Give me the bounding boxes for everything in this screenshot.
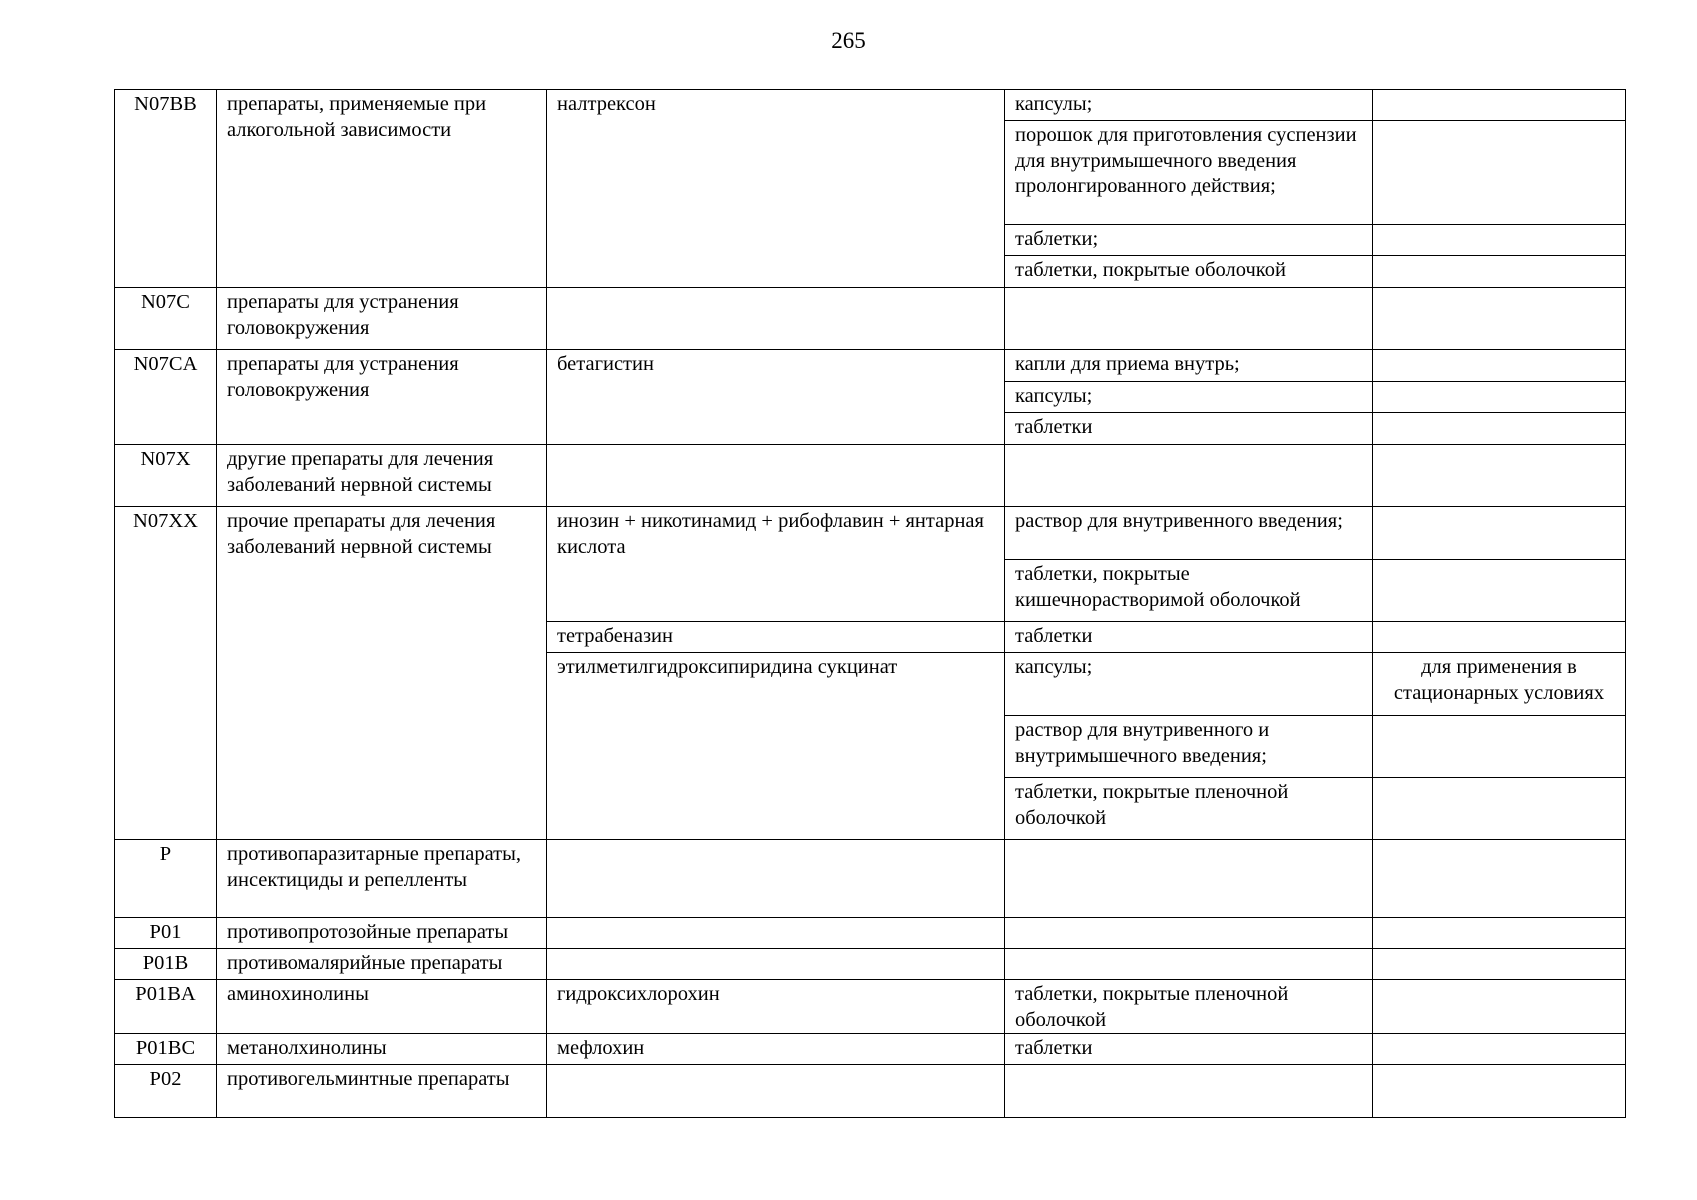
atc-code: P01BC: [115, 1034, 217, 1065]
substance-name: инозин + никотинамид + рибофлавин + янтарная кислота: [547, 507, 1005, 622]
note-cell: [1373, 507, 1626, 560]
group-name: противопаразитарные препараты, инсектициды и репелленты: [217, 840, 547, 918]
dosage-form: [1005, 949, 1373, 980]
substance-name: [547, 1065, 1005, 1118]
group-name: препараты для устранения головокружения: [217, 288, 547, 350]
substance-name: тетрабеназин: [547, 622, 1005, 653]
atc-code: P01: [115, 918, 217, 949]
group-name: другие препараты для лечения заболеваний нервной системы: [217, 445, 547, 507]
dosage-form: таблетки, покрытые оболочкой: [1005, 256, 1373, 288]
note-cell: [1373, 413, 1626, 445]
dosage-form: таблетки: [1005, 413, 1373, 445]
note-cell: [1373, 1065, 1626, 1118]
atc-code: N07X: [115, 445, 217, 507]
dosage-form: капсулы;: [1005, 382, 1373, 413]
note-cell: для применения в стационарных условиях: [1373, 653, 1626, 716]
table-row: [115, 840, 1626, 918]
substance-name: мефлохин: [547, 1034, 1005, 1065]
dosage-form: таблетки;: [1005, 225, 1373, 256]
dosage-form: таблетки, покрытые кишечнорастворимой оболочкой: [1005, 560, 1373, 622]
table-row: [115, 980, 1626, 1034]
table-row: [115, 1034, 1626, 1065]
substance-name: [547, 918, 1005, 949]
atc-code: P: [115, 840, 217, 918]
note-cell: [1373, 840, 1626, 918]
table-row: [115, 288, 1626, 350]
note-cell: [1373, 918, 1626, 949]
note-cell: [1373, 445, 1626, 507]
note-cell: [1373, 560, 1626, 622]
substance-name: [547, 949, 1005, 980]
dosage-form: таблетки, покрытые пленочной оболочкой: [1005, 778, 1373, 840]
note-cell: [1373, 778, 1626, 840]
substance-name: [547, 840, 1005, 918]
atc-code: P01B: [115, 949, 217, 980]
page-number: 265: [831, 28, 866, 53]
dosage-form: [1005, 1065, 1373, 1118]
dosage-form: [1005, 840, 1373, 918]
drug-table: [114, 89, 1626, 1118]
note-cell: [1373, 716, 1626, 778]
note-cell: [1373, 288, 1626, 350]
note-cell: [1373, 622, 1626, 653]
dosage-form: таблетки, покрытые пленочной оболочкой: [1005, 980, 1373, 1034]
group-name: аминохинолины: [217, 980, 547, 1034]
table-row: [115, 949, 1626, 980]
atc-code: P02: [115, 1065, 217, 1118]
table-row: [115, 350, 1626, 382]
substance-name: [547, 288, 1005, 350]
note-cell: [1373, 980, 1626, 1034]
group-name: противопротозойные препараты: [217, 918, 547, 949]
note-cell: [1373, 121, 1626, 225]
table-row: [115, 1065, 1626, 1118]
substance-name: гидроксихлорохин: [547, 980, 1005, 1034]
dosage-form: капсулы;: [1005, 90, 1373, 121]
substance-name: налтрексон: [547, 90, 1005, 288]
atc-code: N07BB: [115, 90, 217, 288]
dosage-form: раствор для внутривенного введения;: [1005, 507, 1373, 560]
atc-code: N07C: [115, 288, 217, 350]
table-row: [115, 507, 1626, 560]
table-row: [115, 90, 1626, 121]
dosage-form: порошок для приготовления суспензии для внутримышечного введения пролонгированного действия;: [1005, 121, 1373, 225]
substance-name: этилметилгидроксипиридина сукцинат: [547, 653, 1005, 840]
table-row: [115, 445, 1626, 507]
note-cell: [1373, 1034, 1626, 1065]
note-cell: [1373, 225, 1626, 256]
substance-name: бетагистин: [547, 350, 1005, 445]
dosage-form: капсулы;: [1005, 653, 1373, 716]
dosage-form: таблетки: [1005, 622, 1373, 653]
table-row: [115, 918, 1626, 949]
group-name: препараты, применяемые при алкогольной зависимости: [217, 90, 547, 288]
atc-code: N07XX: [115, 507, 217, 840]
group-name: метанолхинолины: [217, 1034, 547, 1065]
dosage-form: [1005, 445, 1373, 507]
note-cell: [1373, 90, 1626, 121]
dosage-form: раствор для внутривенного и внутримышечного введения;: [1005, 716, 1373, 778]
substance-name: [547, 445, 1005, 507]
group-name: противомалярийные препараты: [217, 949, 547, 980]
note-cell: [1373, 949, 1626, 980]
note-cell: [1373, 350, 1626, 382]
group-name: препараты для устранения головокружения: [217, 350, 547, 445]
atc-code: N07CA: [115, 350, 217, 445]
group-name: прочие препараты для лечения заболеваний нервной системы: [217, 507, 547, 840]
dosage-form: [1005, 918, 1373, 949]
note-cell: [1373, 256, 1626, 288]
dosage-form: таблетки: [1005, 1034, 1373, 1065]
dosage-form: [1005, 288, 1373, 350]
group-name: противогельминтные препараты: [217, 1065, 547, 1118]
dosage-form: капли для приема внутрь;: [1005, 350, 1373, 382]
note-cell: [1373, 382, 1626, 413]
atc-code: P01BA: [115, 980, 217, 1034]
